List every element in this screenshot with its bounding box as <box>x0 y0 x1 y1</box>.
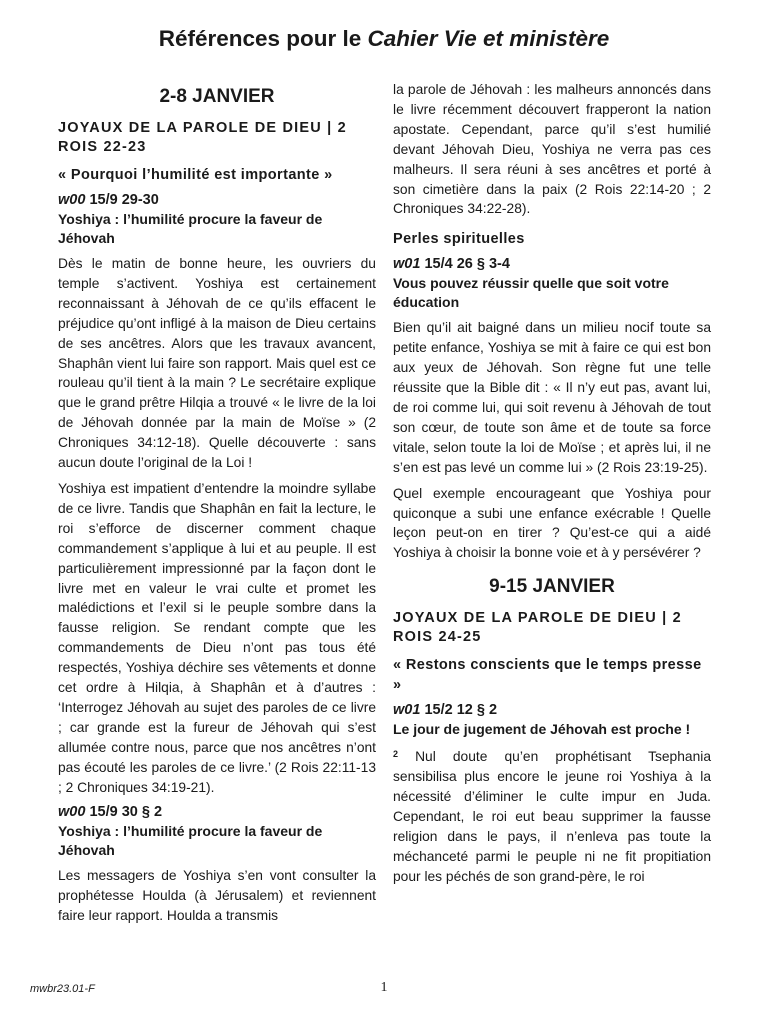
document-code: mwbr23.01-F <box>30 983 95 995</box>
paragraph: Quel exemple encourageant que Yoshiya pour quiconque a subi une enfance exécrable ! Quelle leçon peut-on en tirer ? Qu’est-ce qui a aidé Yoshiya à choisir la bonne voie et à y persévérer ? <box>393 485 711 561</box>
paragraph: Bien qu’il ait baigné dans un milieu nocif toute sa petite enfance, Yoshiya se mit à faire ce qui est bon aux yeux de Jéhovah. Son règne fut une telle réussite que la Bible dit : « Il n’y eut pas, avant lui, de roi comme lui, qui soit revenu à Jéhovah de tout son cœur, de toute son âme et de toute sa force vitale, selon toute la loi de Moïse ; et après lui, il ne s’en est pas levé un comme lui » (2 Rois 23:19-25). <box>393 320 711 475</box>
right-column <box>393 80 711 893</box>
reference-title: Le jour de jugement de Jéhovah est proche ! <box>393 721 691 738</box>
paragraph: Dès le matin de bonne heure, les ouvriers du temple s’activent. Yoshiya est certainement reconnaissant à Jéhovah de ce qu’ils effacent le préjudice qu’ont infligé à la maison de Dieu certains de ses ancêtres. Alors que les travaux avancent, Shaphân vient lui faire son rapport. Mais quel est ce rouleau qu’il tient à la main ? Le secrétaire explique que le grand prêtre Hilqia a trouvé « le livre de la loi de Jéhovah donnée par la main de Moïse » (2 Chroniques 34:12-18). Quelle découverte : sans aucun doute l’original de la Loi ! <box>58 256 376 471</box>
paragraph: Les messagers de Yoshiya s’en vont consulter la prophétesse Houlda (à Jérusalem) et reviennent faire leur rapport. Houlda a transmis <box>58 868 376 924</box>
perles-heading: Perles spirituelles <box>393 231 525 248</box>
publication-code: w01 <box>393 702 421 719</box>
paragraph-number: 2 <box>393 749 399 760</box>
reference-line: w01 15/4 26 § 3-4 <box>393 256 510 273</box>
reference-line: w01 15/2 12 § 2 <box>393 702 498 719</box>
page-title-italic: Cahier Vie et ministère <box>367 26 610 51</box>
reference-title: Yoshiya : l’humilité procure la faveur de Jéhovah <box>58 211 323 246</box>
week-date-heading: 9-15 JANVIER <box>489 576 615 598</box>
section-heading: JOYAUX DE LA PAROLE DE DIEU | 2 ROIS 24-25 <box>393 610 682 646</box>
section-heading: JOYAUX DE LA PAROLE DE DIEU | 2 ROIS 22-23 <box>58 120 347 155</box>
theme-heading: « Pourquoi l’humilité est importante » <box>58 167 333 183</box>
paragraph: Yoshiya est impatient d’entendre la moindre syllabe de ce livre. Tandis que Shaphân en fait la lecture, le roi s’efforce de discerner comment chaque commandement s’applique à lui et au peuple. Il est particulièrement impressionné par la façon dont le livre met en valeur le vrai culte et promet les malédictions et l’exil si le peuple sombre dans la fausse religion. Se rendant compte que les commandements de Dieu n’ont pas tous été respectés, Yoshiya déchire ses vêtements et donne cet ordre à Hilqia, à Shaphân et à d’autres : ‘Interrogez Jéhovah au sujet des paroles de ce livre ; car grande est la fureur de Jéhovah qui s’est allumée contre nous, parce que nos ancêtres n’ont pas écouté les paroles de ce livre.’ (2 Rois 22:11-13 ; 2 Chroniques 34:19-21). <box>58 480 376 795</box>
reference-title: Vous pouvez réussir quelle que soit votre éducation <box>393 275 669 311</box>
publication-code: w01 <box>393 256 421 273</box>
publication-code: w00 <box>58 804 86 821</box>
theme-heading: « Restons conscients que le temps presse » <box>393 657 702 694</box>
page-title: Références pour le Cahier Vie et ministère <box>158 26 610 51</box>
reference-line: w00 15/9 29-30 <box>58 192 159 208</box>
paragraph: $^2$ Nul doute qu’en prophétisant Tsephania sensibilisa plus encore le jeune roi Yoshiya à la nécessité d’éliminer le culte impur en Juda. Cependant, le roi eut beau supprimer la fausse religion dans le pays, il n’enleva pas toute la méchanceté parmi le peuple ni ne fit propitiation pour les péchés de son grand-père, le roi <box>393 749 711 884</box>
paragraph: la parole de Jéhovah : les malheurs annoncés dans le livre récemment découvert frapperont la nation apostate. Cependant, parce qu’il s’est humilié devant Jéhovah Dieu, Yoshiya ne verra pas ces malheurs. Il sera réuni à ses ancêtres et porté à son cimetière dans la paix (2 Rois 22:14-20 ; 2 Chroniques 34:22-28). <box>393 82 711 217</box>
page-number: 1 <box>380 980 388 995</box>
publication-code: w00 <box>58 192 86 208</box>
week-date-heading: 2-8 JANVIER <box>159 86 275 107</box>
reference-line: w00 15/9 30 § 2 <box>58 804 163 821</box>
reference-title: Yoshiya : l’humilité procure la faveur de Jéhovah <box>58 823 323 859</box>
left-column <box>58 80 376 932</box>
